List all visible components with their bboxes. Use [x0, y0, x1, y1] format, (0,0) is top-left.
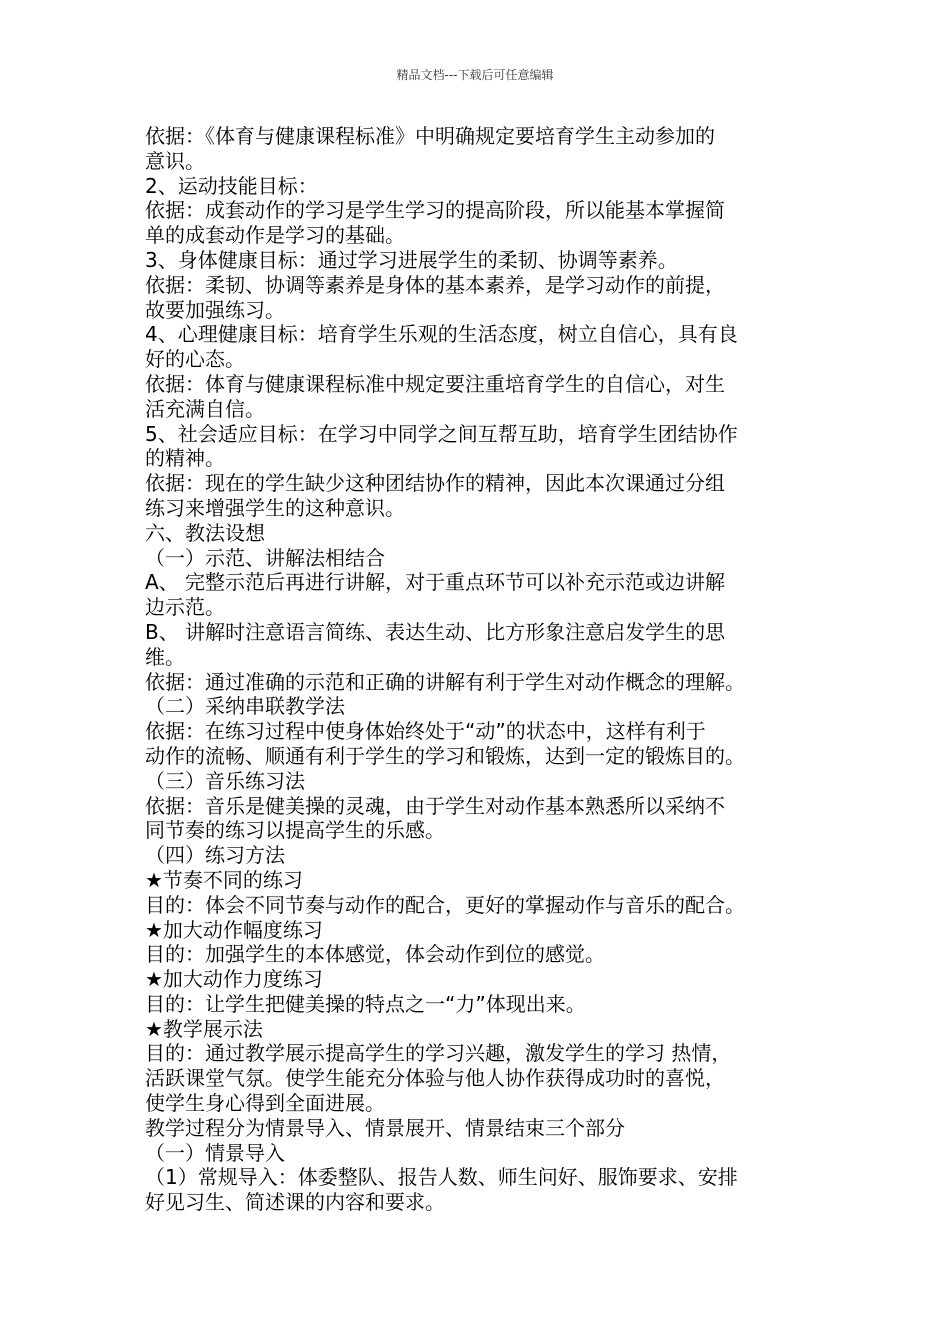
text-line: 目的：通过教学展示提高学生的学习兴趣，激发学生的学习 热情， [145, 1041, 732, 1066]
text-line: 的精神。 [145, 446, 225, 471]
text-line: 活充满自信。 [145, 396, 265, 421]
text-line: 依据：通过准确的示范和正确的讲解有利于学生对动作概念的理解。 [145, 669, 745, 694]
text-line: 依据：音乐是健美操的灵魂，由于学生对动作基本熟悉所以采纳不 [145, 793, 725, 818]
text-line: 故要加强练习。 [145, 297, 285, 322]
bullet-heading: ★加大动作幅度练习 [145, 917, 323, 942]
text-line: 目的：加强学生的本体感觉，体会动作到位的感觉。 [145, 942, 605, 967]
text-line: 3、身体健康目标：通过学习进展学生的柔韧、协调等素养。 [145, 247, 678, 272]
text-line: 4、心理健康目标：培育学生乐观的生活态度，树立自信心，具有良 [145, 322, 738, 347]
text-line: 依据：《体育与健康课程标准》中明确规定要培育学生主动参加的 [145, 124, 715, 148]
text-line: 依据：柔韧、协调等素养是身体的基本素养，是学习动作的前提， [145, 272, 725, 297]
text-line: 边示范。 [145, 595, 225, 620]
text-line: 好的心态。 [145, 347, 245, 372]
text-line: 依据：体育与健康课程标准中规定要注重培育学生的自信心，对生 [145, 371, 725, 396]
text-line: 5、社会适应目标：在学习中同学之间互帮互助，培育学生团结协作 [145, 421, 738, 446]
text-line: 目的：体会不同节奏与动作的配合，更好的掌握动作与音乐的配合。 [145, 892, 745, 917]
text-line: 教学过程分为情景导入、情景展开、情景结束三个部分 [145, 1115, 625, 1140]
text-line: 依据：成套动作的学习是学生学习的提高阶段，所以能基本掌握简 [145, 198, 725, 223]
subsection-heading: （二）采纳串联教学法 [145, 694, 345, 719]
text-line: （1）常规导入：体委整队、报告人数、师生问好、服饰要求、安排 [145, 1165, 738, 1190]
text-line: 练习来增强学生的这种意识。 [145, 495, 405, 520]
document-body [145, 124, 810, 1215]
bullet-heading: ★加大动作力度练习 [145, 967, 323, 992]
text-line: 单的成套动作是学习的基础。 [145, 223, 405, 248]
text-line: 意识。 [145, 148, 205, 173]
text-line: 动作的流畅、顺通有利于学生的学习和锻炼，达到一定的锻炼目的。 [145, 743, 745, 768]
page-header-note: 精品文档---下载后可任意编辑 [396, 68, 554, 82]
text-line: A、 完整示范后再进行讲解，对于重点环节可以补充示范或边讲解 [145, 570, 726, 595]
text-line: 依据：在练习过程中使身体始终处于“动”的状态中，这样有利于 [145, 719, 706, 744]
text-line: B、 讲解时注意语言简练、表达生动、比方形象注意启发学生的思 [145, 619, 726, 644]
subsection-heading: （四）练习方法 [145, 843, 285, 868]
text-line: 维。 [145, 644, 185, 669]
text-line: 活跃课堂气氛。使学生能充分体验与他人协作获得成功时的喜悦， [145, 1066, 725, 1091]
text-line: 好见习生、简述课的内容和要求。 [145, 1190, 445, 1215]
bullet-heading: ★教学展示法 [145, 1016, 263, 1041]
subsection-heading: （三）音乐练习法 [145, 768, 305, 793]
section-heading: 六、教法设想 [145, 520, 265, 545]
subsection-heading: （一）示范、讲解法相结合 [145, 545, 385, 570]
subsection-heading: （一）情景导入 [145, 1140, 285, 1165]
text-line: 依据：现在的学生缺少这种团结协作的精神，因此本次课通过分组 [145, 471, 725, 496]
text-line: 同节奏的练习以提高学生的乐感。 [145, 818, 445, 843]
text-line: 2、运动技能目标： [145, 173, 318, 198]
text-line: 使学生身心得到全面进展。 [145, 1091, 385, 1116]
bullet-heading: ★节奏不同的练习 [145, 867, 303, 892]
text-line: 目的：让学生把健美操的特点之一“力”体现出来。 [145, 991, 586, 1016]
